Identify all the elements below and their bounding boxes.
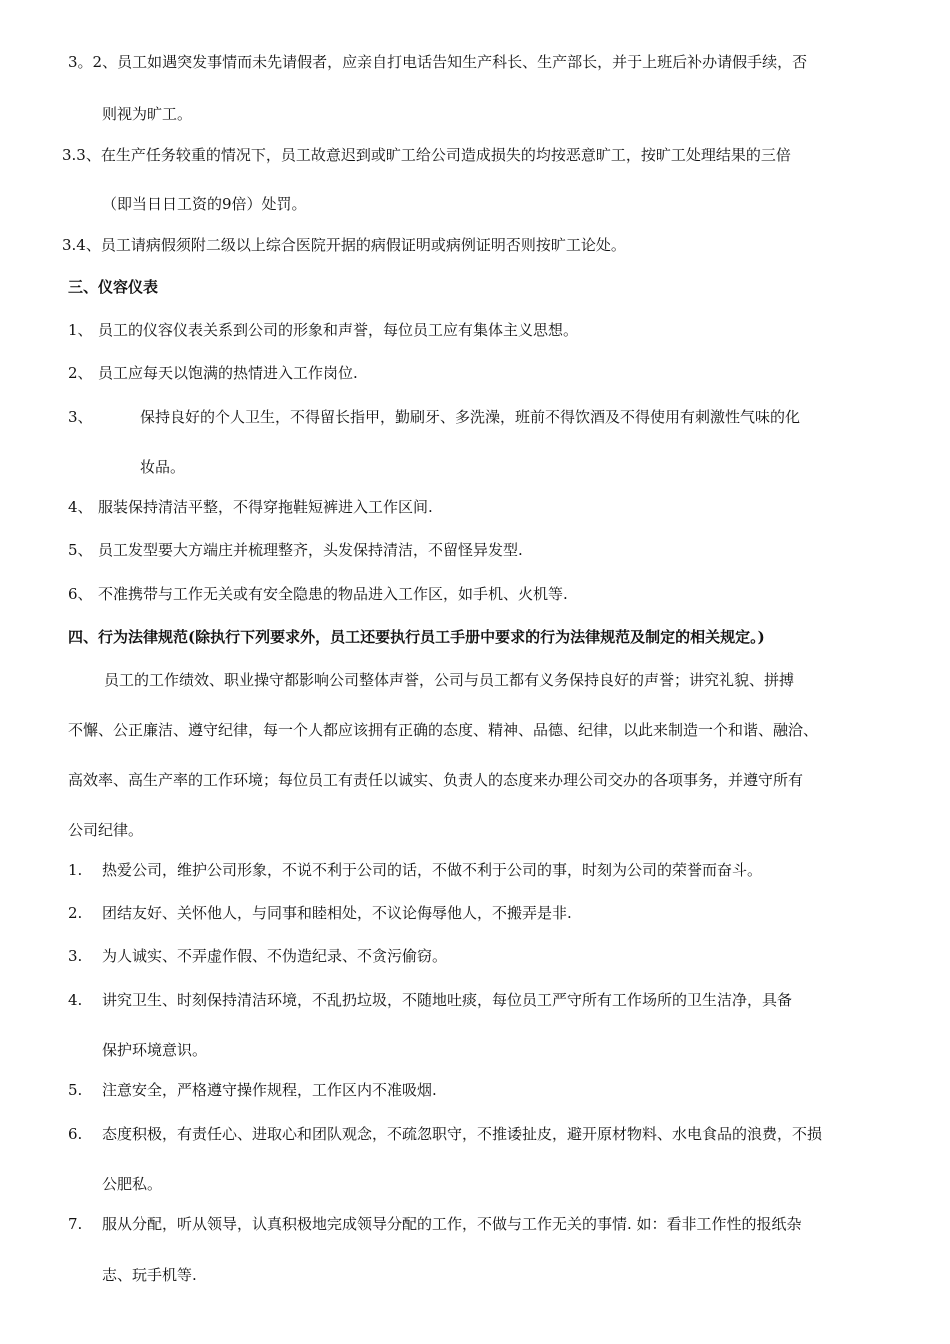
appearance-item-4-num: 4、 [68,498,93,516]
appearance-item-4-text: 服装保持清洁平整，不得穿拖鞋短裤进入工作区间. [98,498,433,516]
conduct-item-5-num: 5. [68,1081,83,1099]
conduct-item-6-text-2: 公肥私。 [102,1175,163,1193]
appearance-item-2-num: 2、 [68,364,93,382]
appearance-item-6-num: 6、 [68,585,93,603]
conduct-item-2-text: 团结友好、关怀他人，与同事和睦相处，不议论侮辱他人，不搬弄是非. [102,904,572,922]
conduct-item-4-num: 4. [68,991,83,1009]
conduct-item-6-text-1: 态度积极，有责任心、进取心和团队观念，不疏忽职守，不推诿扯皮，避开原材物料、水电食品的浪费，不损 [102,1125,823,1143]
conduct-intro-line-3: 高效率、高生产率的工作环境；每位员工有责任以诚实、负责人的态度来办理公司交办的各项事务，并遵守所有 [68,771,804,789]
conduct-item-2-num: 2. [68,904,83,922]
conduct-item-3-text: 为人诚实、不弄虚作假、不伪造纪录、不贪污偷窃。 [102,947,448,965]
item-3-2-line-2: 则视为旷工。 [102,105,193,123]
item-3-3-line-1: 3.3、在生产任务较重的情况下，员工故意迟到或旷工给公司造成损失的均按恶意旷工，按旷工处理结果的三倍 [62,146,791,164]
conduct-item-5-text: 注意安全，严格遵守操作规程，工作区内不准吸烟. [102,1081,437,1099]
conduct-item-1-num: 1. [68,861,83,879]
conduct-item-3-num: 3. [68,947,83,965]
conduct-item-7-num: 7. [68,1215,83,1233]
appearance-item-3-num: 3、 [68,408,93,426]
item-3-4-line-1: 3.4、员工请病假须附二级以上综合医院开据的病假证明或病例证明否则按旷工论处。 [62,236,626,254]
conduct-heading: 四、行为法律规范(除执行下列要求外，员工还要执行员工手册中要求的行为法律规范及制定的相关规定。) [68,628,765,646]
conduct-intro-line-2: 不懈、公正廉洁、遵守纪律，每一个人都应该拥有正确的态度、精神、品德、纪律，以此来制造一个和谐、融洽、 [68,721,819,739]
appearance-item-3-text-2: 妆品。 [140,458,186,476]
conduct-intro-line-4: 公司纪律。 [68,821,144,839]
conduct-item-7-text-1: 服从分配，听从领导，认真积极地完成领导分配的工作，不做与工作无关的事情. 如：看非工作性的报纸杂 [102,1215,802,1233]
conduct-item-7-text-2: 志、玩手机等. [102,1266,197,1284]
appearance-item-3-text-1: 保持良好的个人卫生，不得留长指甲，勤刷牙、多洗澡，班前不得饮酒及不得使用有刺激性气味的化 [140,408,801,426]
appearance-item-6-text: 不准携带与工作无关或有安全隐患的物品进入工作区，如手机、火机等. [98,585,568,603]
item-3-2-line-1: 3。2、员工如遇突发事情而未先请假者，应亲自打电话告知生产科长、生产部长，并于上班后补办请假手续，否 [68,53,808,71]
appearance-item-1-text: 员工的仪容仪表关系到公司的形象和声誉，每位员工应有集体主义思想。 [98,321,579,339]
appearance-item-1-num: 1、 [68,321,93,339]
item-3-3-line-2: （即当日日工资的9倍）处罚。 [102,195,307,213]
appearance-item-2-text: 员工应每天以饱满的热情进入工作岗位. [98,364,358,382]
conduct-item-4-text-2: 保护环境意识。 [102,1041,208,1059]
appearance-item-5-text: 员工发型要大方端庄并梳理整齐，头发保持清洁，不留怪异发型. [98,541,523,559]
appearance-heading: 三、仪容仪表 [68,278,159,296]
appearance-item-5-num: 5、 [68,541,93,559]
conduct-intro-line-1: 员工的工作绩效、职业操守都影响公司整体声誉，公司与员工都有义务保持良好的声誉；讲究礼貌、拼搏 [104,671,795,689]
conduct-item-6-num: 6. [68,1125,83,1143]
conduct-item-1-text: 热爱公司，维护公司形象，不说不利于公司的话，不做不利于公司的事，时刻为公司的荣誉而奋斗。 [102,861,763,879]
conduct-item-4-text-1: 讲究卫生、时刻保持清洁环境，不乱扔垃圾，不随地吐痰，每位员工严守所有工作场所的卫生洁净，具备 [102,991,793,1009]
